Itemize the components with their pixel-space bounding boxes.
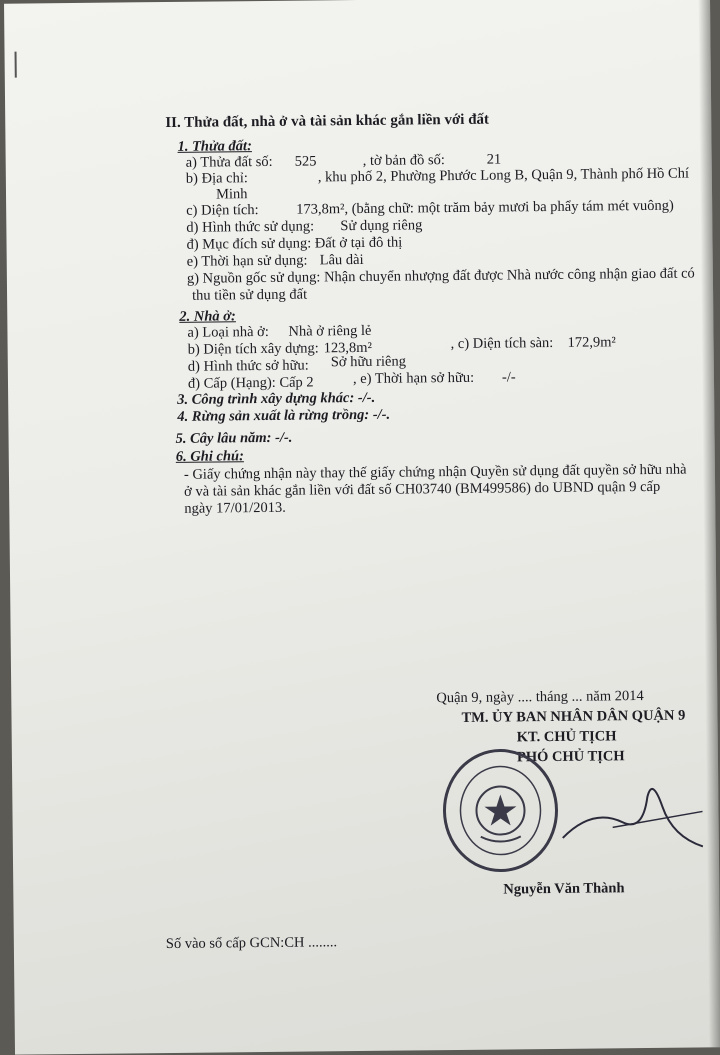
house-built-area-value: 123,8m² [323,339,372,357]
house-ownership-value: Sở hữu riêng [330,353,407,371]
land-purpose-label: đ) Mục đích sử dụng: Đất ở tại đô thị [186,234,403,253]
notes-heading: 6. Ghi chú: [175,448,244,465]
land-area-label: c) Diện tích: [186,202,259,219]
production-forest-line: 4. Rừng sản xuất là rừng trồng: -/-. [177,406,391,425]
house-type-label: a) Loại nhà ở: [187,323,269,341]
notes-line-2: ở và tài sản khác gắn liền với đất số CH03740 (BM499586) do UBND quận 9 cấp [184,478,661,500]
issuing-authority: TM. ỦY BAN NHÂN DÂN QUẬN 9 [461,707,686,726]
house-heading: 2. Nhà ở: [179,308,236,325]
land-address-value: , khu phố 2, Phường Phước Long B, Quận 9, Thành phố Hồ Chí [317,165,690,186]
page-edge-shadow [698,0,720,1047]
land-area-value: 173,8m², (bằng chữ: một trăm bảy mươi ba phẩy tám mét vuông) [296,197,674,218]
land-use-form-label: d) Hình thức sử dụng: [186,218,315,236]
land-parcel-value: 525 [294,153,317,170]
house-floor-area-label: , c) Diện tích sàn: [450,334,554,353]
signer-role: KT. CHỦ TỊCH [516,728,617,746]
house-term-value: -/- [501,369,516,386]
section-heading: II. Thửa đất, nhà ở và tài sản khác gắn liền với đất [165,111,490,132]
house-ownership-label: d) Hình thức sở hữu: [187,357,309,375]
land-parcel-label: a) Thửa đất số: [185,153,273,171]
certificate-page [4,0,720,1055]
land-address-label: b) Địa chỉ: [185,170,248,187]
notes-line-3: ngày 17/01/2013. [184,499,286,517]
house-built-area-label: b) Diện tích xây dựng: [187,340,319,358]
land-duration-label: e) Thời hạn sử dụng: [186,252,308,270]
land-map-value: 21 [486,151,502,168]
land-address-cont: Minh [215,186,248,203]
register-number: Số vào sổ cấp GCN:CH ........ [165,934,338,953]
notes-line-1: - Giấy chứng nhận này thay thế giấy chứng nhận Quyền sử dụng đất quyền sở hữu nhà [183,461,687,483]
official-seal-icon [440,746,561,875]
land-heading: 1. Thửa đất: [177,138,252,155]
house-type-value: Nhà ở riêng lẻ [288,322,372,340]
house-grade-label: đ) Cấp (Hạng): Cấp 2 [187,374,314,392]
land-use-form-value: Sử dụng riêng [340,217,423,235]
land-origin-cont: thu tiền sử dụng đất [192,286,308,304]
house-term-label: , e) Thời hạn sở hữu: [352,369,475,388]
signer-title: PHÓ CHỦ TỊCH [516,748,625,766]
land-origin-label: g) Nguồn gốc sử dụng: Nhận chuyển nhượng đất được Nhà nước công nhận giao đất có [186,265,695,287]
handwritten-signature-icon [552,766,713,858]
land-map-label: , tờ bản đồ số: [362,152,445,169]
margin-mark [15,52,17,78]
land-duration-value: Lâu dài [319,251,364,269]
perennial-trees-line: 5. Cây lâu năm: -/-. [175,429,293,447]
other-works-line: 3. Công trình xây dựng khác: -/-. [177,389,376,408]
issue-date: Quận 9, ngày .... tháng ... năm 2014 [436,688,644,707]
house-floor-area-value: 172,9m² [567,334,616,351]
signer-name: Nguyễn Văn Thành [503,880,625,898]
